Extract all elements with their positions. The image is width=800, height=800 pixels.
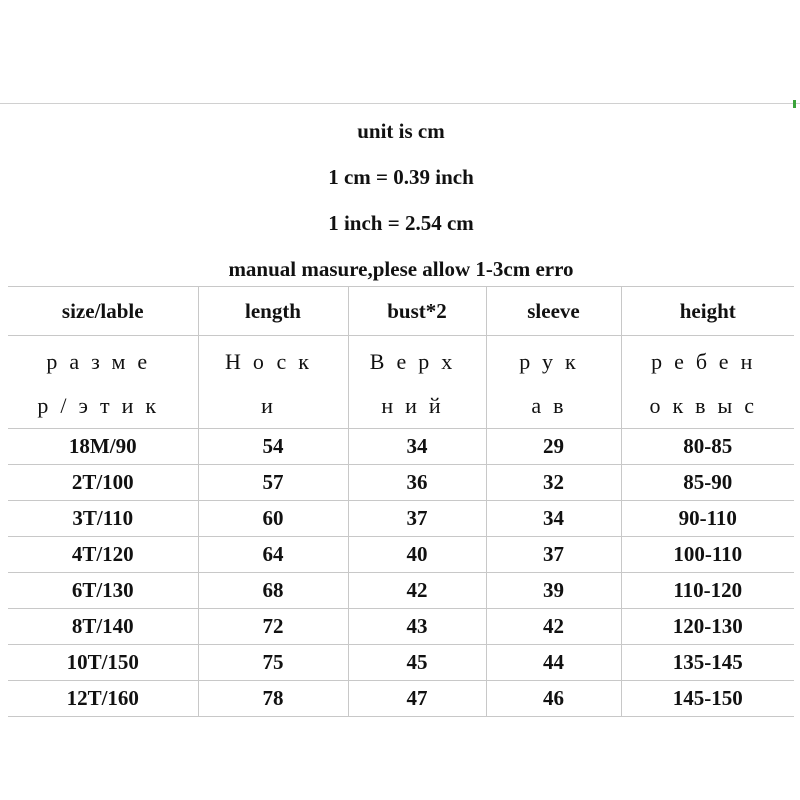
table-row [8, 537, 794, 573]
russian-header-length-line2: и [261, 393, 285, 418]
cell-size: 10T/150 [8, 645, 198, 681]
cell-height: 110-120 [621, 573, 794, 609]
russian-header-bust-line2: ний [381, 393, 453, 418]
cell-bust: 36 [348, 465, 486, 501]
russian-header-bust-line1: Верх [369, 349, 465, 374]
cell-sleeve: 37 [486, 537, 621, 573]
table-row [8, 681, 794, 717]
cell-bust: 42 [348, 573, 486, 609]
russian-header-size [8, 336, 198, 429]
russian-header-sleeve-line1: рук [519, 349, 588, 374]
table-row [8, 609, 794, 645]
cell-bust: 43 [348, 609, 486, 645]
russian-header-row [8, 336, 794, 429]
russian-header-size-line2: р/этик [37, 393, 169, 418]
cell-size: 2T/100 [8, 465, 198, 501]
cell-length: 68 [198, 573, 348, 609]
cell-size: 3T/110 [8, 501, 198, 537]
russian-header-bust [348, 336, 486, 429]
notes-block [8, 104, 794, 287]
cell-length: 57 [198, 465, 348, 501]
cell-bust: 40 [348, 537, 486, 573]
inch-to-cm-note: 1 inch = 2.54 cm [328, 211, 474, 235]
cell-bust: 45 [348, 645, 486, 681]
cell-size: 6T/130 [8, 573, 198, 609]
russian-header-height [621, 336, 794, 429]
cell-height: 100-110 [621, 537, 794, 573]
cell-height: 135-145 [621, 645, 794, 681]
column-header-length: length [198, 287, 348, 336]
cell-length: 60 [198, 501, 348, 537]
cell-length: 75 [198, 645, 348, 681]
cell-height: 80-85 [621, 429, 794, 465]
cell-sleeve: 46 [486, 681, 621, 717]
cell-size: 18M/90 [8, 429, 198, 465]
cell-sleeve: 39 [486, 573, 621, 609]
size-chart-sheet [8, 104, 794, 717]
russian-header-height-line1: ребен [651, 349, 765, 374]
column-header-height: height [621, 287, 794, 336]
table-row [8, 573, 794, 609]
russian-header-length-line1: Носк [225, 349, 321, 374]
column-header-size: size/lable [8, 287, 198, 336]
unit-note: unit is cm [357, 119, 445, 143]
russian-header-length [198, 336, 348, 429]
cell-height: 90-110 [621, 501, 794, 537]
cell-size: 4T/120 [8, 537, 198, 573]
russian-header-height-line2: оквыс [649, 393, 767, 418]
russian-header-sleeve [486, 336, 621, 429]
column-header-bust: bust*2 [348, 287, 486, 336]
cell-sleeve: 44 [486, 645, 621, 681]
cell-size: 8T/140 [8, 609, 198, 645]
size-table [8, 287, 794, 717]
tolerance-note: manual masure,plese allow 1-3cm erro [228, 257, 574, 281]
cell-bust: 47 [348, 681, 486, 717]
table-row [8, 501, 794, 537]
cm-to-inch-note: 1 cm = 0.39 inch [328, 165, 474, 189]
russian-header-size-line1: разме [46, 349, 160, 374]
table-row [8, 465, 794, 501]
table-row [8, 645, 794, 681]
russian-header-sleeve-line2: ав [531, 393, 576, 418]
cell-length: 64 [198, 537, 348, 573]
cell-length: 54 [198, 429, 348, 465]
cell-sleeve: 42 [486, 609, 621, 645]
cell-height: 120-130 [621, 609, 794, 645]
cell-sleeve: 29 [486, 429, 621, 465]
cell-height: 145-150 [621, 681, 794, 717]
column-header-row [8, 287, 794, 336]
cell-bust: 37 [348, 501, 486, 537]
cell-size: 12T/160 [8, 681, 198, 717]
cell-bust: 34 [348, 429, 486, 465]
cell-length: 78 [198, 681, 348, 717]
column-header-sleeve: sleeve [486, 287, 621, 336]
cell-sleeve: 32 [486, 465, 621, 501]
table-row [8, 429, 794, 465]
cell-sleeve: 34 [486, 501, 621, 537]
cell-length: 72 [198, 609, 348, 645]
cell-height: 85-90 [621, 465, 794, 501]
